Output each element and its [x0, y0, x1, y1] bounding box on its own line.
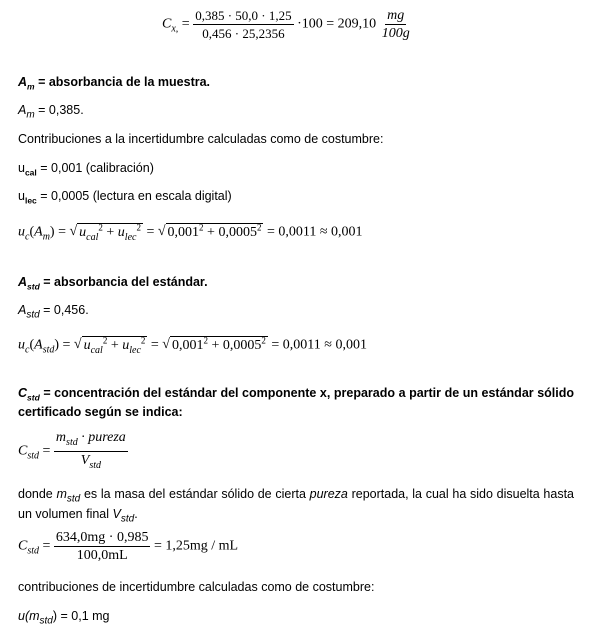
equation-uc-astd: $u_c(A_{std})$ = √ $u_{cal}^2 + u_{lec}^2$ = √ $0,001^2 + 0,0005^2 = 0,0011 \approx 0,001$: [18, 335, 367, 356]
ulec-line: $u_{lec} = 0,0005$ (lectura en escala digital): [18, 189, 232, 206]
astd-value: $A_{std} = 0,456$.: [18, 303, 89, 321]
astd-heading: $A_{std}$ = absorbancia del estándar.: [18, 275, 208, 292]
cstd-value-fraction: $\frac{634,0mg \cdot 0,985}{100,0mL}$: [55, 530, 149, 563]
cx-symbol: C: [162, 16, 172, 32]
cx-result: ·100 = 209,10: [297, 16, 377, 32]
cstd-fraction: $\frac{m_{std} \cdot pureza}{V_{std}}$: [55, 430, 126, 471]
am-heading: $A_m$ = absorbancia de la muestra.: [18, 75, 211, 92]
cstd-heading: $C_{std}$ = concentración del estándar del componente x, preparado a partir de un estándar sólido certificado según se indica:: [18, 386, 574, 419]
um-line: $u(m_{std}) = 0,1$ mg: [18, 609, 110, 627]
equation-cstd-value: $C_{std}$ = $\frac{634,0mg \cdot 0,985}{100,0mL}$ = 1,25mg / mL: [18, 530, 239, 563]
sqrt-sign: √: [69, 224, 78, 240]
am-value: $A_m = 0,385$.: [18, 103, 84, 121]
cx-fraction: $\frac{0,385 \cdot 50,0 \cdot 1,25}{0,456 \cdot 25,2356}$: [195, 8, 292, 41]
equation-cstd-definition: $C_{std}$ = $\frac{m_{std} \cdot pureza}{V_{std}}$: [18, 430, 126, 471]
sqrt-sign: √: [157, 224, 166, 240]
ucal-line: $u_{cal} = 0,001$ (calibración): [18, 161, 154, 178]
sqrt-sign: √: [73, 337, 82, 353]
am-contrib-text: Contribuciones a la incertidumbre calculadas como de costumbre:: [18, 132, 384, 146]
equation-uc-am: $u_c(A_m)$ = √ $u_{cal}^2 + u_{lec}^2$ = √ $0,001^2 + 0,0005^2 = 0,0011 \approx 0,001$: [18, 222, 363, 243]
cstd-contrib-text: contribuciones de incertidumbre calculadas como de costumbre:: [18, 580, 375, 594]
cstd-description: donde $m_{std}$ es la masa del estándar sólido de cierta pureza reportada, la cual ha sido disuelta hasta un volumen final $V_{std}$.: [18, 487, 575, 524]
sqrt-sign: √: [162, 337, 170, 353]
cx-unit-fraction: $\frac{mg}{100g}$: [381, 8, 410, 41]
equation-cx: $C_{x,}$ = $\frac{0,385 \cdot 50,0 \cdot 1,25}{0,456 \cdot 25,2356}$ ·100 = 209,10 $\frac{mg}{100g}$: [162, 8, 410, 41]
